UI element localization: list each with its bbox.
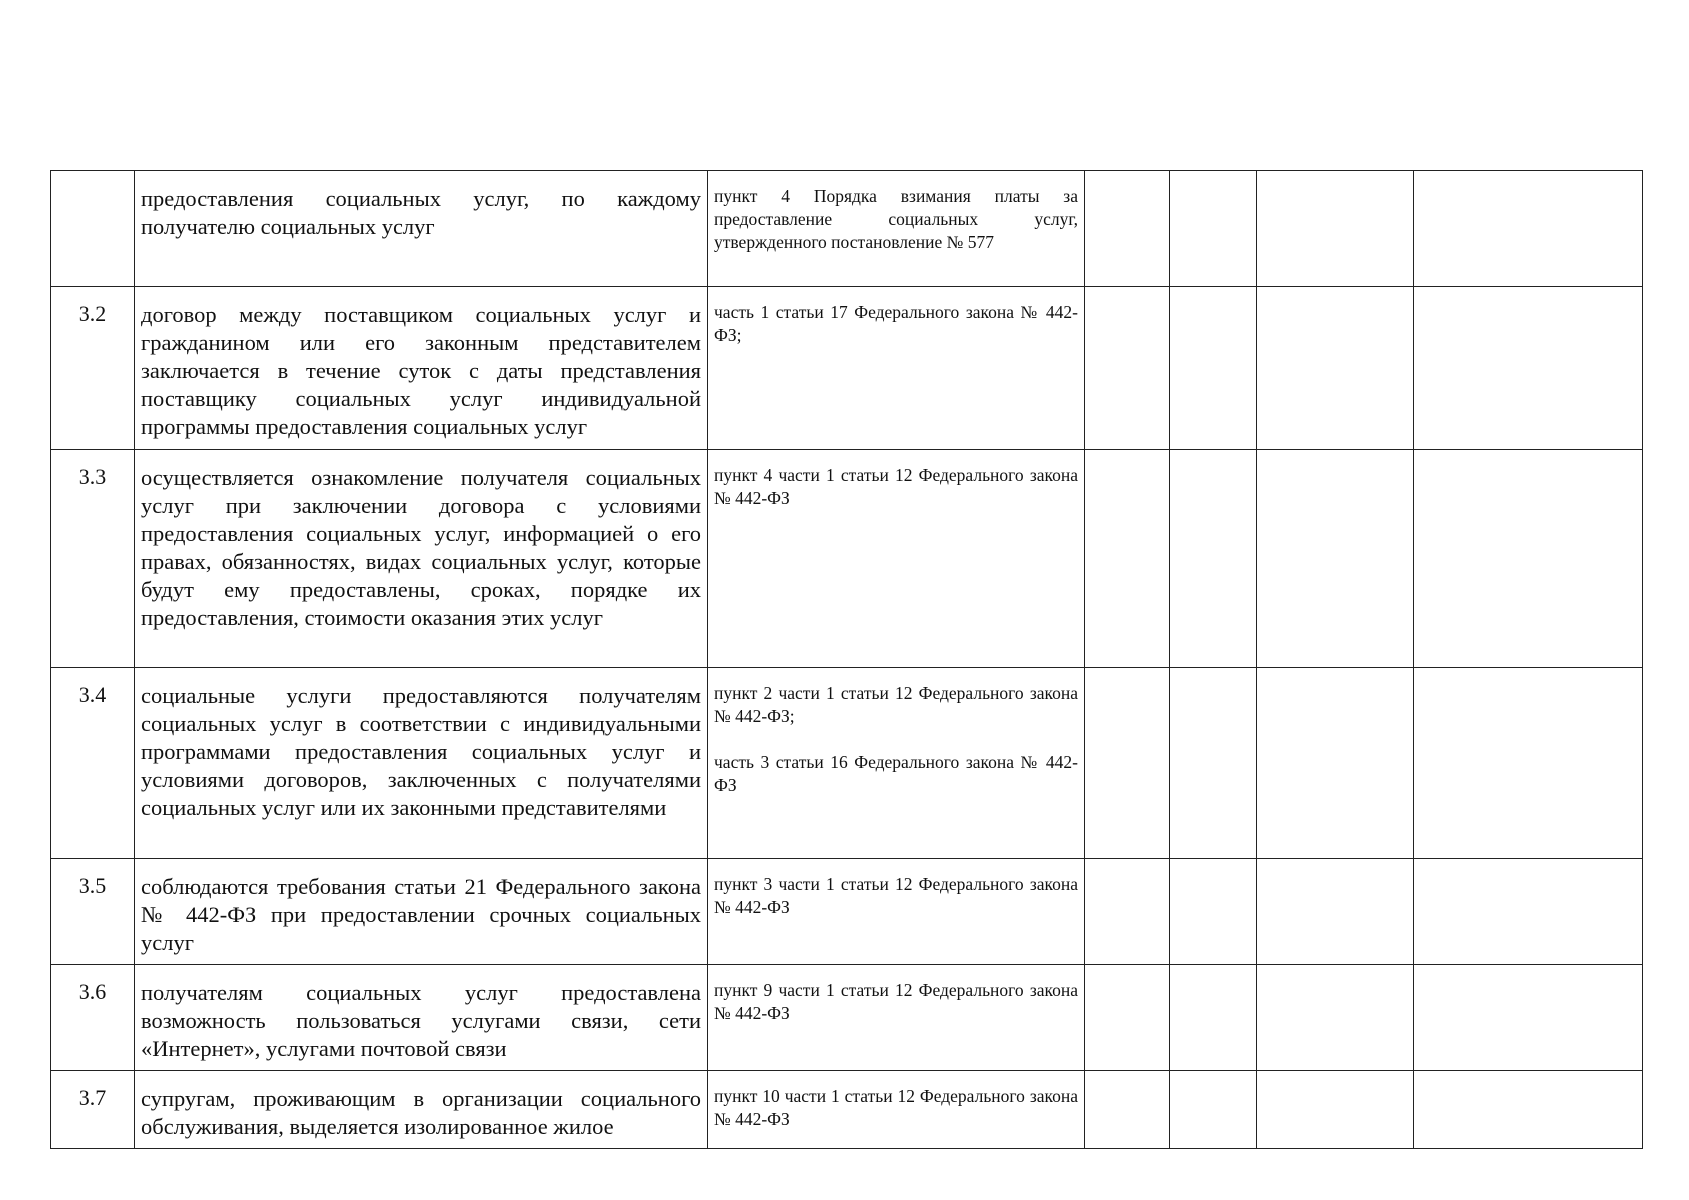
row-number bbox=[51, 171, 135, 287]
reference-line: пункт 4 части 1 статьи 12 Федерального закона № 442-ФЗ bbox=[714, 465, 1078, 508]
row-number: 3.4 bbox=[51, 668, 135, 859]
table-row bbox=[51, 859, 1643, 965]
empty-cell bbox=[1257, 171, 1414, 287]
reference-line: пункт 9 части 1 статьи 12 Федерального закона № 442-ФЗ bbox=[714, 980, 1078, 1023]
empty-cell bbox=[1257, 965, 1414, 1071]
reference-line: часть 3 статьи 16 Федерального закона № 442-ФЗ bbox=[714, 752, 1078, 795]
row-number: 3.5 bbox=[51, 859, 135, 965]
legal-reference bbox=[708, 965, 1085, 1071]
requirements-table bbox=[50, 170, 1643, 1149]
table-row bbox=[51, 668, 1643, 859]
empty-cell bbox=[1414, 965, 1643, 1071]
reference-line: часть 1 статьи 17 Федерального закона № 442-ФЗ; bbox=[714, 302, 1078, 345]
empty-cell bbox=[1170, 859, 1257, 965]
table-row bbox=[51, 1071, 1643, 1149]
empty-cell bbox=[1170, 171, 1257, 287]
empty-cell bbox=[1257, 1071, 1414, 1149]
legal-reference bbox=[708, 287, 1085, 450]
empty-cell bbox=[1414, 287, 1643, 450]
empty-cell bbox=[1257, 668, 1414, 859]
empty-cell bbox=[1085, 965, 1170, 1071]
empty-cell bbox=[1170, 287, 1257, 450]
table-row bbox=[51, 287, 1643, 450]
table-body bbox=[51, 171, 1643, 1149]
requirement-text: социальные услуги предоставляются получателям социальных услуг в соответствии с индивидуальными программами предоставления социальных услуг и условиями договоров, заключенных с получателями социальных услуг или их законными представителями bbox=[135, 668, 708, 859]
empty-cell bbox=[1414, 450, 1643, 668]
requirement-text: соблюдаются требования статьи 21 Федерального закона № 442-ФЗ при предоставлении срочных социальных услуг bbox=[135, 859, 708, 965]
row-number: 3.3 bbox=[51, 450, 135, 668]
empty-cell bbox=[1170, 1071, 1257, 1149]
reference-line: пункт 2 части 1 статьи 12 Федерального закона № 442-ФЗ; bbox=[714, 683, 1078, 726]
empty-cell bbox=[1170, 450, 1257, 668]
empty-cell bbox=[1257, 450, 1414, 668]
legal-reference bbox=[708, 1071, 1085, 1149]
legal-reference bbox=[708, 450, 1085, 668]
legal-reference bbox=[708, 859, 1085, 965]
empty-cell bbox=[1085, 450, 1170, 668]
document-page bbox=[50, 170, 1642, 1150]
row-number: 3.2 bbox=[51, 287, 135, 450]
reference-line: пункт 3 части 1 статьи 12 Федерального закона № 442-ФЗ bbox=[714, 874, 1078, 917]
empty-cell bbox=[1414, 668, 1643, 859]
empty-cell bbox=[1085, 287, 1170, 450]
legal-reference bbox=[708, 668, 1085, 859]
reference-line: пункт 4 Порядка взимания платы за предоставление социальных услуг, утвержденного постановление № 577 bbox=[714, 186, 1078, 252]
requirement-text: осуществляется ознакомление получателя социальных услуг при заключении договора с условиями предоставления социальных услуг, информацией о его правах, обязанностях, видах социальных услуг, которые будут ему предоставлены, сроках, порядке их предоставления, стоимости оказания этих услуг bbox=[135, 450, 708, 668]
requirement-text: предоставления социальных услуг, по каждому получателю социальных услуг bbox=[135, 171, 708, 287]
empty-cell bbox=[1085, 668, 1170, 859]
table-row bbox=[51, 450, 1643, 668]
legal-reference bbox=[708, 171, 1085, 287]
empty-cell bbox=[1085, 1071, 1170, 1149]
empty-cell bbox=[1257, 859, 1414, 965]
requirement-text: договор между поставщиком социальных услуг и гражданином или его законным представителем заключается в течение суток с даты представления поставщику социальных услуг индивидуальной программы предоставления социальных услуг bbox=[135, 287, 708, 450]
reference-line: пункт 10 части 1 статьи 12 Федерального закона № 442-ФЗ bbox=[714, 1086, 1078, 1129]
row-number: 3.7 bbox=[51, 1071, 135, 1149]
row-number: 3.6 bbox=[51, 965, 135, 1071]
empty-cell bbox=[1257, 287, 1414, 450]
empty-cell bbox=[1414, 859, 1643, 965]
empty-cell bbox=[1414, 1071, 1643, 1149]
empty-cell bbox=[1414, 171, 1643, 287]
empty-cell bbox=[1170, 668, 1257, 859]
table-row bbox=[51, 965, 1643, 1071]
empty-cell bbox=[1085, 171, 1170, 287]
requirement-text: супругам, проживающим в организации социального обслуживания, выделяется изолированное жилое bbox=[135, 1071, 708, 1149]
table-row bbox=[51, 171, 1643, 287]
empty-cell bbox=[1170, 965, 1257, 1071]
requirement-text: получателям социальных услуг предоставлена возможность пользоваться услугами связи, сети «Интернет», услугами почтовой связи bbox=[135, 965, 708, 1071]
empty-cell bbox=[1085, 859, 1170, 965]
